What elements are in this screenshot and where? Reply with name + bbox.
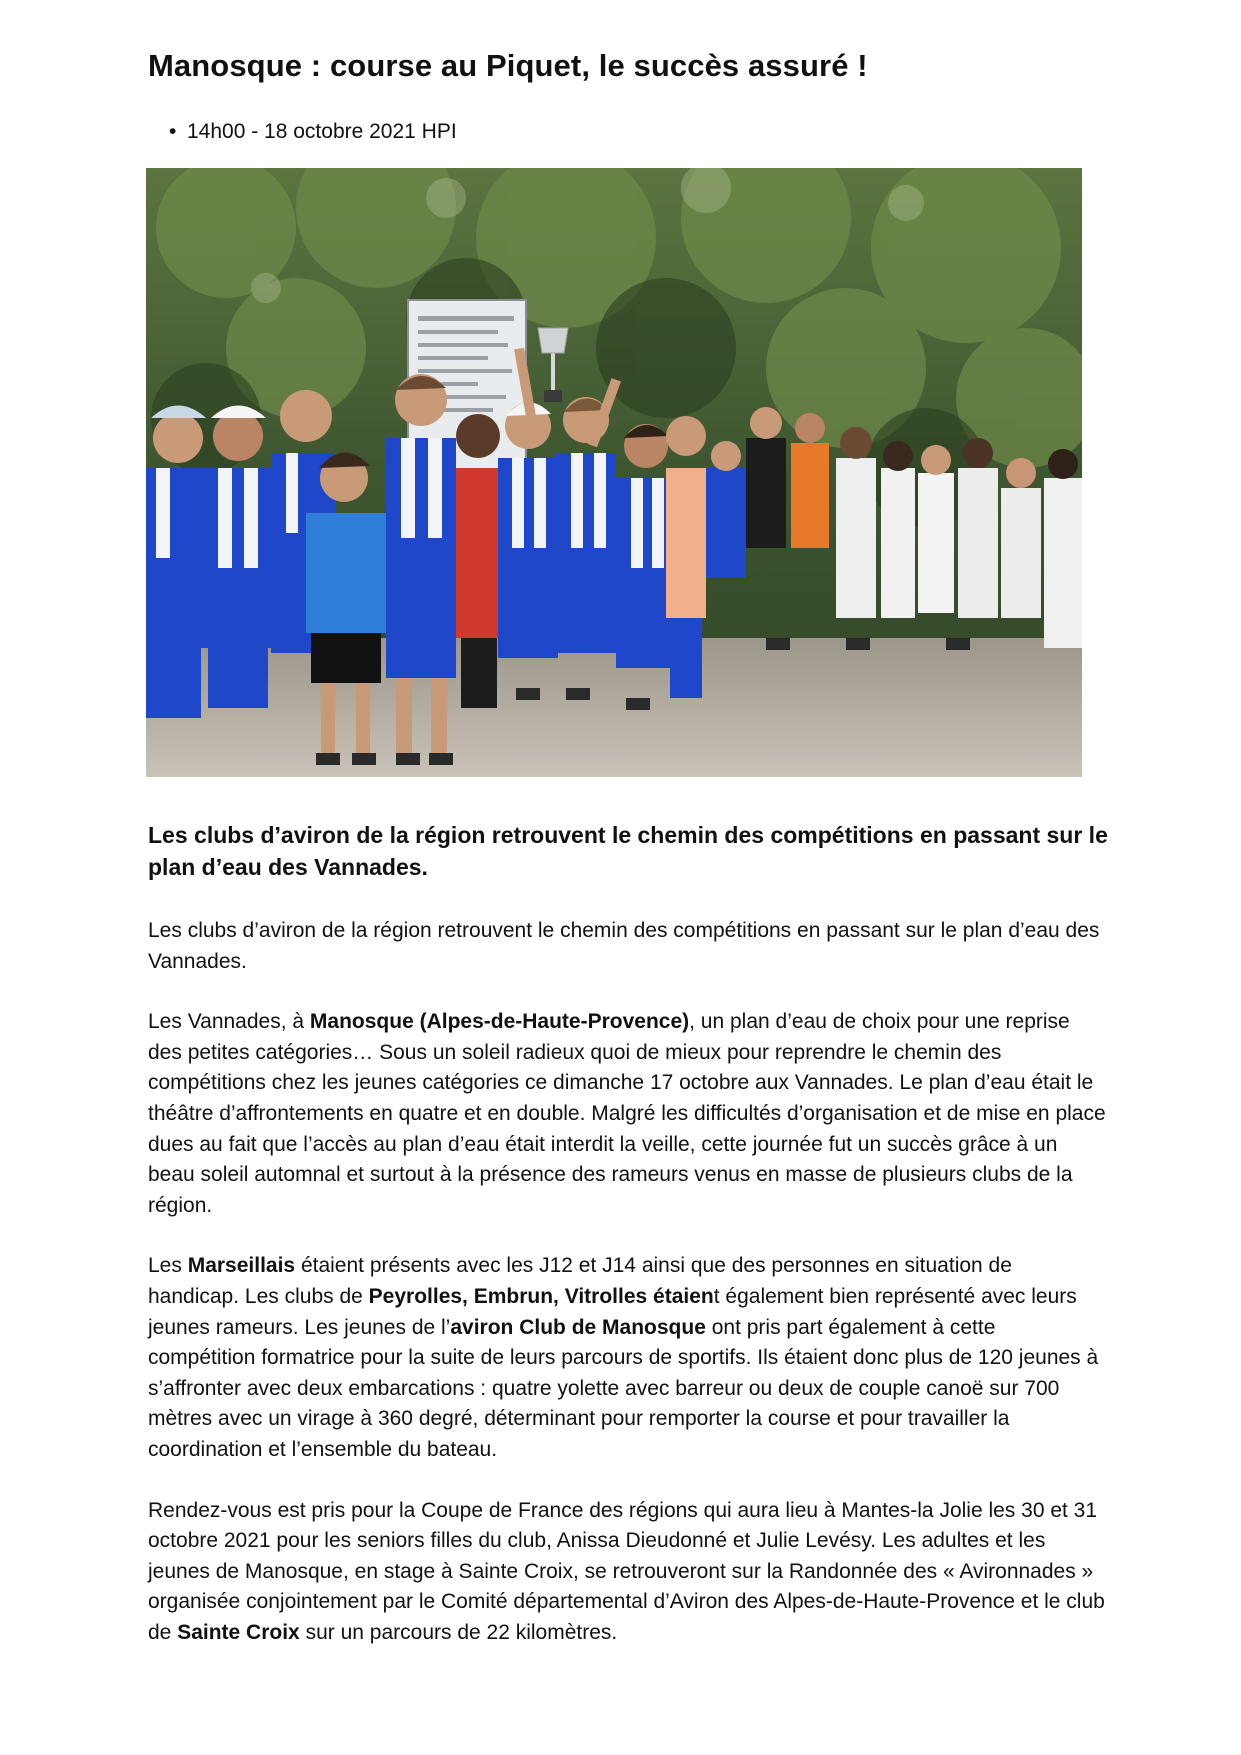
article-title: Manosque : course au Piquet, le succès assuré ! <box>148 48 868 83</box>
paragraph-1: Les clubs d’aviron de la région retrouvent le chemin des compétitions en passant sur le plan d’eau des Vannades. <box>148 919 1100 973</box>
team-photo <box>146 168 1082 777</box>
paragraph-4: Rendez-vous est pris pour la Coupe de France des régions qui aura lieu à Mantes-la Jolie les 30 et 31 octobre 2021 pour les seniors filles du club, Anissa Dieudonné et Julie Levésy. Les adultes et les jeunes de Manosque, en stage à Sainte Croix, se retrouveront sur la Randonnée des « Avironnades » organisée conjointement par le Comité départemental d’Aviron des Alpes-de-Haute-Provence et le club de Sainte Croix sur un parcours de 22 kilomètres. <box>148 1498 1105 1644</box>
paragraph-3: Les Marseillais étaient présents avec les J12 et J14 ainsi que des personnes en situation de handicap. Les clubs de Peyrolles, Embrun, Vitrolles étaient également bien représenté avec leurs jeunes rameurs. Les jeunes de l’aviron Club de Manosque ont pris part également à cette compétition formatrice pour la suite de leurs parcours de sportifs. Ils étaient donc plus de 120 jeunes à s’affronter avec deux embarcations : quatre yolette avec barreur ou deux de couple canoë sur 700 mètres avec un virage à 360 degré, déterminant pour remporter la course et pour travailler la coordination et l’ensemble du bateau. <box>148 1254 1099 1461</box>
article-body <box>148 916 1108 1678</box>
paragraph-2: Les Vannades, à Manosque (Alpes-de-Haute-Provence), un plan d’eau de choix pour une reprise des petites catégories… Sous un soleil radieux quoi de mieux pour reprendre le chemin des compétitions chez les jeunes catégories ce dimanche 17 octobre aux Vannades. Le plan d’eau était le théâtre d’affrontements en quatre et en double. Malgré les difficultés d’organisation et de mise en place dues au fait que l’accès au plan d’eau était interdit la veille, cette journée fut un succès grâce à un beau soleil automnal et surtout à la présence des rameurs venus en masse de plusieurs clubs de la région. <box>148 1010 1106 1217</box>
article-lead: Les clubs d’aviron de la région retrouvent le chemin des compétitions en passant sur le plan d’eau des Vannades. <box>148 822 1108 880</box>
bullet-icon: • <box>169 120 177 143</box>
article-meta <box>169 120 457 144</box>
article-date: 14h00 - 18 octobre 2021 HPI <box>187 120 457 143</box>
